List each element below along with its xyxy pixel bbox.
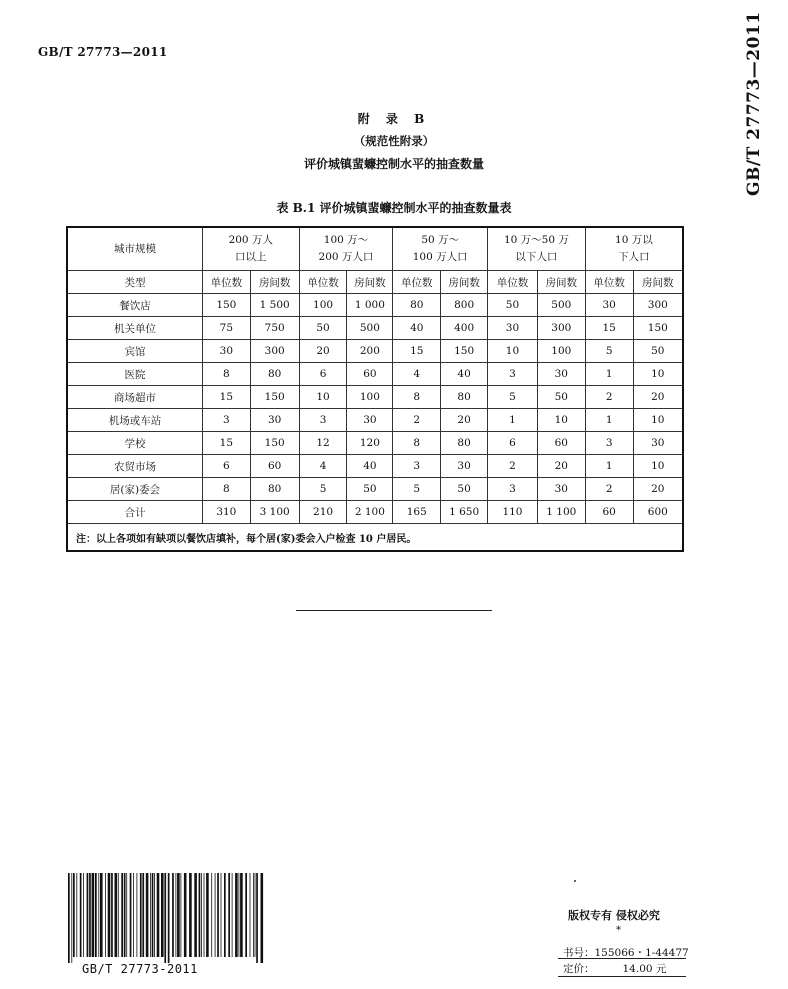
barcode-bar bbox=[154, 873, 155, 957]
unit-count-cell: 1 bbox=[585, 363, 633, 386]
room-count-cell: 10 bbox=[633, 409, 683, 432]
unit-count-cell: 40 bbox=[393, 317, 441, 340]
type-label: 类型 bbox=[67, 271, 202, 294]
room-count-cell: 1 100 bbox=[537, 501, 585, 524]
barcode-bar bbox=[111, 873, 113, 957]
barcode-bar bbox=[215, 873, 216, 957]
room-count-cell: 10 bbox=[537, 409, 585, 432]
barcode-bar bbox=[245, 873, 247, 957]
room-count-cell: 500 bbox=[537, 294, 585, 317]
room-count-cell: 20 bbox=[633, 478, 683, 501]
room-count-cell: 30 bbox=[633, 432, 683, 455]
barcode-bar bbox=[181, 873, 182, 957]
end-rule bbox=[296, 610, 492, 611]
barcode-bar bbox=[253, 873, 254, 957]
unit-count-cell: 2 bbox=[393, 409, 441, 432]
unit-count-cell: 8 bbox=[393, 386, 441, 409]
barcode-bar bbox=[206, 873, 209, 957]
room-count-cell: 150 bbox=[633, 317, 683, 340]
room-count-header: 房间数 bbox=[347, 271, 393, 294]
barcode-bar bbox=[239, 873, 240, 957]
room-count-cell: 10 bbox=[633, 363, 683, 386]
room-count-cell: 80 bbox=[441, 386, 488, 409]
room-count-cell: 50 bbox=[441, 478, 488, 501]
room-count-cell: 50 bbox=[633, 340, 683, 363]
unit-count-cell: 80 bbox=[393, 294, 441, 317]
barcode-bar bbox=[150, 873, 151, 957]
barcode-bar bbox=[108, 873, 111, 957]
row-type-cell: 商场超市 bbox=[67, 386, 202, 409]
barcode-bar bbox=[71, 873, 72, 963]
unit-count-cell: 30 bbox=[585, 294, 633, 317]
table-row bbox=[67, 363, 683, 386]
table-caption: 表 B.1 评价城镇蜚蠊控制水平的抽查数量表 bbox=[276, 201, 512, 215]
unit-count-cell: 210 bbox=[299, 501, 347, 524]
table-row bbox=[67, 340, 683, 363]
appendix-title: 附 录 B bbox=[357, 112, 431, 126]
room-count-cell: 150 bbox=[250, 386, 299, 409]
copyright-notice: 版权专有 侵权必究 bbox=[568, 909, 660, 922]
unit-count-cell: 3 bbox=[202, 409, 250, 432]
barcode-bar bbox=[130, 873, 132, 957]
room-count-cell: 150 bbox=[441, 340, 488, 363]
room-count-cell: 120 bbox=[347, 432, 393, 455]
group-header: 50 万～ 100 万人口 bbox=[393, 227, 488, 271]
room-count-cell: 1 500 bbox=[250, 294, 299, 317]
barcode-bar bbox=[118, 873, 119, 957]
row-type-cell: 医院 bbox=[67, 363, 202, 386]
unit-count-cell: 6 bbox=[488, 432, 538, 455]
room-count-cell: 20 bbox=[441, 409, 488, 432]
barcode-bar bbox=[217, 873, 219, 957]
unit-count-cell: 60 bbox=[585, 501, 633, 524]
star-mark: * bbox=[616, 925, 621, 936]
unit-count-cell: 8 bbox=[202, 478, 250, 501]
unit-count-cell: 3 bbox=[488, 478, 538, 501]
room-count-cell: 300 bbox=[633, 294, 683, 317]
barcode-bar bbox=[98, 873, 99, 957]
barcode-bar bbox=[194, 873, 197, 957]
table-row bbox=[67, 294, 683, 317]
room-count-cell: 80 bbox=[250, 478, 299, 501]
unit-count-cell: 2 bbox=[585, 478, 633, 501]
barcode-bar bbox=[240, 873, 243, 957]
table-row bbox=[67, 409, 683, 432]
unit-count-cell: 4 bbox=[299, 455, 347, 478]
barcode-bar bbox=[95, 873, 97, 957]
barcode-bar bbox=[73, 873, 75, 957]
room-count-cell: 60 bbox=[347, 363, 393, 386]
row-type-cell: 农贸市场 bbox=[67, 455, 202, 478]
unit-count-cell: 75 bbox=[202, 317, 250, 340]
barcode-bar bbox=[126, 873, 127, 957]
note-row bbox=[67, 524, 683, 552]
unit-count-cell: 8 bbox=[202, 363, 250, 386]
barcode-bar bbox=[87, 873, 89, 957]
unit-count-cell: 10 bbox=[488, 340, 538, 363]
table-row bbox=[67, 455, 683, 478]
unit-count-cell: 5 bbox=[585, 340, 633, 363]
group-header: 200 万人 口以上 bbox=[202, 227, 299, 271]
barcode-bar bbox=[228, 873, 230, 957]
unit-count-cell: 8 bbox=[393, 432, 441, 455]
room-count-cell: 800 bbox=[441, 294, 488, 317]
room-count-cell: 400 bbox=[441, 317, 488, 340]
unit-count-cell: 2 bbox=[585, 386, 633, 409]
room-count-cell: 20 bbox=[537, 455, 585, 478]
barcode-bar bbox=[255, 873, 256, 957]
barcode-bar bbox=[164, 873, 166, 963]
sampling-table bbox=[66, 226, 684, 552]
unit-count-header: 单位数 bbox=[202, 271, 250, 294]
room-count-cell: 750 bbox=[250, 317, 299, 340]
group-header: 10 万以 下人口 bbox=[585, 227, 683, 271]
price-label: 定价： bbox=[563, 963, 595, 975]
barcode-bar bbox=[201, 873, 202, 957]
room-count-cell: 30 bbox=[250, 409, 299, 432]
row-type-cell: 宾馆 bbox=[67, 340, 202, 363]
unit-count-cell: 15 bbox=[393, 340, 441, 363]
barcode-bar bbox=[172, 873, 174, 957]
group-header: 10 万～50 万 以下人口 bbox=[488, 227, 586, 271]
book-number: 书号：155066・1-44477 bbox=[563, 947, 689, 959]
group-header: 100 万～ 200 万人口 bbox=[299, 227, 393, 271]
barcode-bar bbox=[140, 873, 142, 957]
room-count-cell: 30 bbox=[537, 363, 585, 386]
unit-count-header: 单位数 bbox=[299, 271, 347, 294]
table-row bbox=[67, 386, 683, 409]
room-count-cell: 500 bbox=[347, 317, 393, 340]
room-count-cell: 150 bbox=[250, 432, 299, 455]
table-row bbox=[67, 432, 683, 455]
unit-count-header: 单位数 bbox=[585, 271, 633, 294]
barcode-bar bbox=[199, 873, 201, 957]
unit-count-cell: 1 bbox=[488, 409, 538, 432]
unit-count-cell: 1 bbox=[585, 455, 633, 478]
unit-count-cell: 15 bbox=[585, 317, 633, 340]
barcode-bar bbox=[235, 873, 238, 957]
unit-count-cell: 6 bbox=[202, 455, 250, 478]
standard-code-header: GB/T 27773—2011 bbox=[38, 45, 168, 59]
footer-rule bbox=[558, 976, 686, 977]
barcode-bar bbox=[133, 873, 134, 957]
barcode-bar bbox=[256, 873, 258, 963]
room-count-cell: 30 bbox=[347, 409, 393, 432]
room-count-cell: 10 bbox=[633, 455, 683, 478]
unit-count-cell: 4 bbox=[393, 363, 441, 386]
unit-count-cell: 3 bbox=[585, 432, 633, 455]
room-count-header: 房间数 bbox=[250, 271, 299, 294]
unit-count-cell: 15 bbox=[202, 386, 250, 409]
barcode-bar bbox=[211, 873, 212, 957]
room-count-cell: 40 bbox=[347, 455, 393, 478]
unit-count-cell: 1 bbox=[585, 409, 633, 432]
price-value: 14.00 元 bbox=[622, 963, 667, 975]
room-count-cell: 100 bbox=[347, 386, 393, 409]
table-row bbox=[67, 501, 683, 524]
unit-count-cell: 5 bbox=[488, 386, 538, 409]
unit-count-cell: 12 bbox=[299, 432, 347, 455]
unit-count-cell: 20 bbox=[299, 340, 347, 363]
unit-count-cell: 100 bbox=[299, 294, 347, 317]
barcode-bar bbox=[80, 873, 82, 957]
table-note: 注：以上各项如有缺项以餐饮店填补，每个居(家)委会入户检查 10 户居民。 bbox=[67, 524, 683, 552]
room-count-cell: 30 bbox=[441, 455, 488, 478]
room-count-cell: 300 bbox=[537, 317, 585, 340]
room-count-cell: 80 bbox=[441, 432, 488, 455]
row-type-cell: 餐饮店 bbox=[67, 294, 202, 317]
room-count-cell: 80 bbox=[250, 363, 299, 386]
room-count-cell: 200 bbox=[347, 340, 393, 363]
side-standard-code: GB/T 27773—2011 bbox=[744, 11, 764, 196]
barcode-bar bbox=[224, 873, 226, 957]
barcode-bar bbox=[232, 873, 233, 957]
barcode-bar bbox=[92, 873, 95, 957]
barcode-bar bbox=[83, 873, 84, 957]
unit-count-header: 单位数 bbox=[393, 271, 441, 294]
unit-count-cell: 310 bbox=[202, 501, 250, 524]
table-row bbox=[67, 478, 683, 501]
room-count-cell: 2 100 bbox=[347, 501, 393, 524]
unit-count-cell: 30 bbox=[488, 317, 538, 340]
barcode-bar bbox=[177, 873, 180, 957]
price-line bbox=[563, 961, 666, 976]
room-count-cell: 1 000 bbox=[347, 294, 393, 317]
unit-count-cell: 2 bbox=[488, 455, 538, 478]
row-type-cell: 机场或车站 bbox=[67, 409, 202, 432]
barcode-bar bbox=[152, 873, 154, 957]
barcode-bar bbox=[184, 873, 187, 957]
barcode-bar bbox=[76, 873, 77, 957]
table-row bbox=[67, 317, 683, 340]
barcode-bar bbox=[161, 873, 164, 957]
appendix-subtitle: （规范性附录） bbox=[353, 134, 435, 148]
unit-count-cell: 110 bbox=[488, 501, 538, 524]
barcode-bar bbox=[105, 873, 106, 957]
appendix-heading: 评价城镇蜚蠊控制水平的抽查数量 bbox=[303, 157, 484, 171]
table-header-row bbox=[67, 227, 683, 271]
barcode-bar bbox=[146, 873, 149, 957]
unit-count-header: 单位数 bbox=[488, 271, 538, 294]
barcode-bar bbox=[121, 873, 123, 957]
room-count-cell: 20 bbox=[633, 386, 683, 409]
barcode-bar bbox=[115, 873, 118, 957]
barcode-bar bbox=[189, 873, 192, 957]
room-count-cell: 600 bbox=[633, 501, 683, 524]
barcode-bar bbox=[176, 873, 177, 957]
barcode-bar bbox=[250, 873, 251, 957]
barcode-bar bbox=[168, 873, 170, 963]
room-count-cell: 60 bbox=[250, 455, 299, 478]
room-count-cell: 50 bbox=[347, 478, 393, 501]
barcode-text: GB/T 27773-2011 bbox=[82, 962, 198, 976]
barcode-image bbox=[66, 873, 266, 963]
unit-count-cell: 5 bbox=[299, 478, 347, 501]
barcode-bar bbox=[100, 873, 103, 957]
room-count-header: 房间数 bbox=[441, 271, 488, 294]
speck-dot bbox=[574, 880, 576, 882]
room-count-cell: 30 bbox=[537, 478, 585, 501]
footer-rule bbox=[558, 958, 686, 959]
barcode-bar bbox=[261, 873, 264, 963]
unit-count-cell: 15 bbox=[202, 432, 250, 455]
barcode-bar bbox=[137, 873, 138, 957]
unit-count-cell: 3 bbox=[488, 363, 538, 386]
room-count-cell: 40 bbox=[441, 363, 488, 386]
corner-label: 城市规模 bbox=[67, 227, 202, 271]
room-count-cell: 1 650 bbox=[441, 501, 488, 524]
room-count-header: 房间数 bbox=[537, 271, 585, 294]
room-count-cell: 50 bbox=[537, 386, 585, 409]
barcode-bar bbox=[124, 873, 126, 957]
row-type-cell: 居(家)委会 bbox=[67, 478, 202, 501]
unit-count-cell: 3 bbox=[299, 409, 347, 432]
unit-count-cell: 6 bbox=[299, 363, 347, 386]
row-type-cell: 学校 bbox=[67, 432, 202, 455]
barcode-bar bbox=[157, 873, 160, 957]
unit-count-cell: 10 bbox=[299, 386, 347, 409]
unit-count-cell: 5 bbox=[393, 478, 441, 501]
unit-count-cell: 3 bbox=[393, 455, 441, 478]
barcode-bar bbox=[204, 873, 205, 957]
unit-count-cell: 50 bbox=[488, 294, 538, 317]
row-type-cell: 合计 bbox=[67, 501, 202, 524]
barcode-bar bbox=[221, 873, 222, 957]
room-count-cell: 300 bbox=[250, 340, 299, 363]
barcode-bar bbox=[142, 873, 144, 957]
barcode-bar bbox=[89, 873, 91, 957]
table-body bbox=[67, 227, 683, 551]
unit-count-cell: 30 bbox=[202, 340, 250, 363]
unit-count-cell: 150 bbox=[202, 294, 250, 317]
row-type-cell: 机关单位 bbox=[67, 317, 202, 340]
unit-count-cell: 165 bbox=[393, 501, 441, 524]
barcode-bar bbox=[68, 873, 70, 963]
room-count-cell: 3 100 bbox=[250, 501, 299, 524]
unit-count-cell: 50 bbox=[299, 317, 347, 340]
table-subheader-row bbox=[67, 271, 683, 294]
room-count-cell: 100 bbox=[537, 340, 585, 363]
room-count-header: 房间数 bbox=[633, 271, 683, 294]
room-count-cell: 60 bbox=[537, 432, 585, 455]
